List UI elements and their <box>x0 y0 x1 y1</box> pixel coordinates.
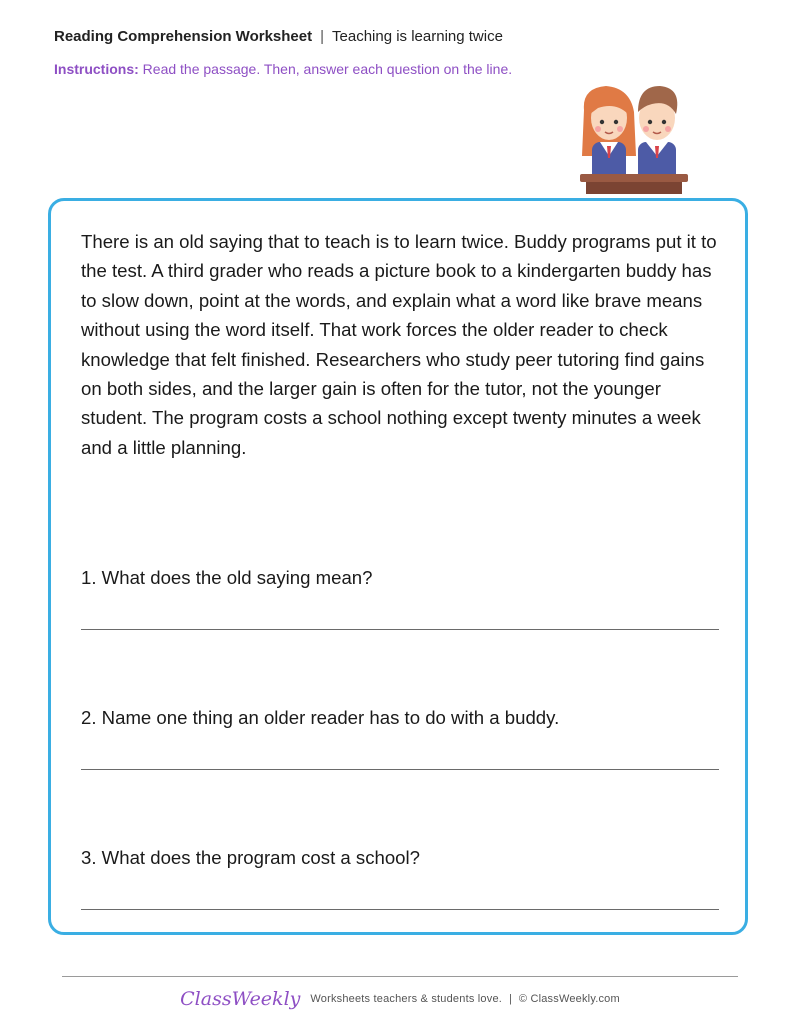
footer-tagline: Worksheets teachers & students love. <box>310 993 503 1005</box>
reading-card <box>48 198 748 935</box>
instructions <box>54 59 514 80</box>
answer-line-2[interactable] <box>81 769 719 770</box>
answer-line-1[interactable] <box>81 629 719 630</box>
two-students-at-desk-icon <box>578 80 690 196</box>
worksheet-header <box>54 28 503 45</box>
answer-line-3[interactable] <box>81 909 719 910</box>
worksheet-title: Reading Comprehension Worksheet <box>54 28 313 45</box>
worksheet-subtitle: Teaching is learning twice <box>332 28 503 45</box>
instructions-label: Instructions: <box>54 61 139 77</box>
footer <box>0 988 800 1010</box>
header-separator: | <box>320 28 325 45</box>
question-1: 1. What does the old saying mean? <box>81 567 373 588</box>
instructions-text: Read the passage. Then, answer each question on the line. <box>142 61 513 77</box>
footer-divider <box>62 976 738 977</box>
question-2: 2. Name one thing an older reader has to do with a buddy. <box>81 707 560 728</box>
reading-passage: There is an old saying that to teach is to learn twice. Buddy programs put it to the test. A third grader who reads a picture book to a kindergarten buddy has to slow down, point at the words, and explain what a word like brave means without using the word itself. That work forces the older reader to check knowledge that felt finished. Researchers who study peer tutoring find gains on both sides, and the larger gain is often for the tutor, not the younger student. The program costs a school nothing except twenty minutes a week and a little planning. <box>81 231 717 458</box>
brand-logo: ClassWeekly <box>180 988 301 1010</box>
question-3: 3. What does the program cost a school? <box>81 847 420 868</box>
footer-copyright: © ClassWeekly.com <box>518 993 620 1005</box>
footer-separator: | <box>509 993 512 1005</box>
